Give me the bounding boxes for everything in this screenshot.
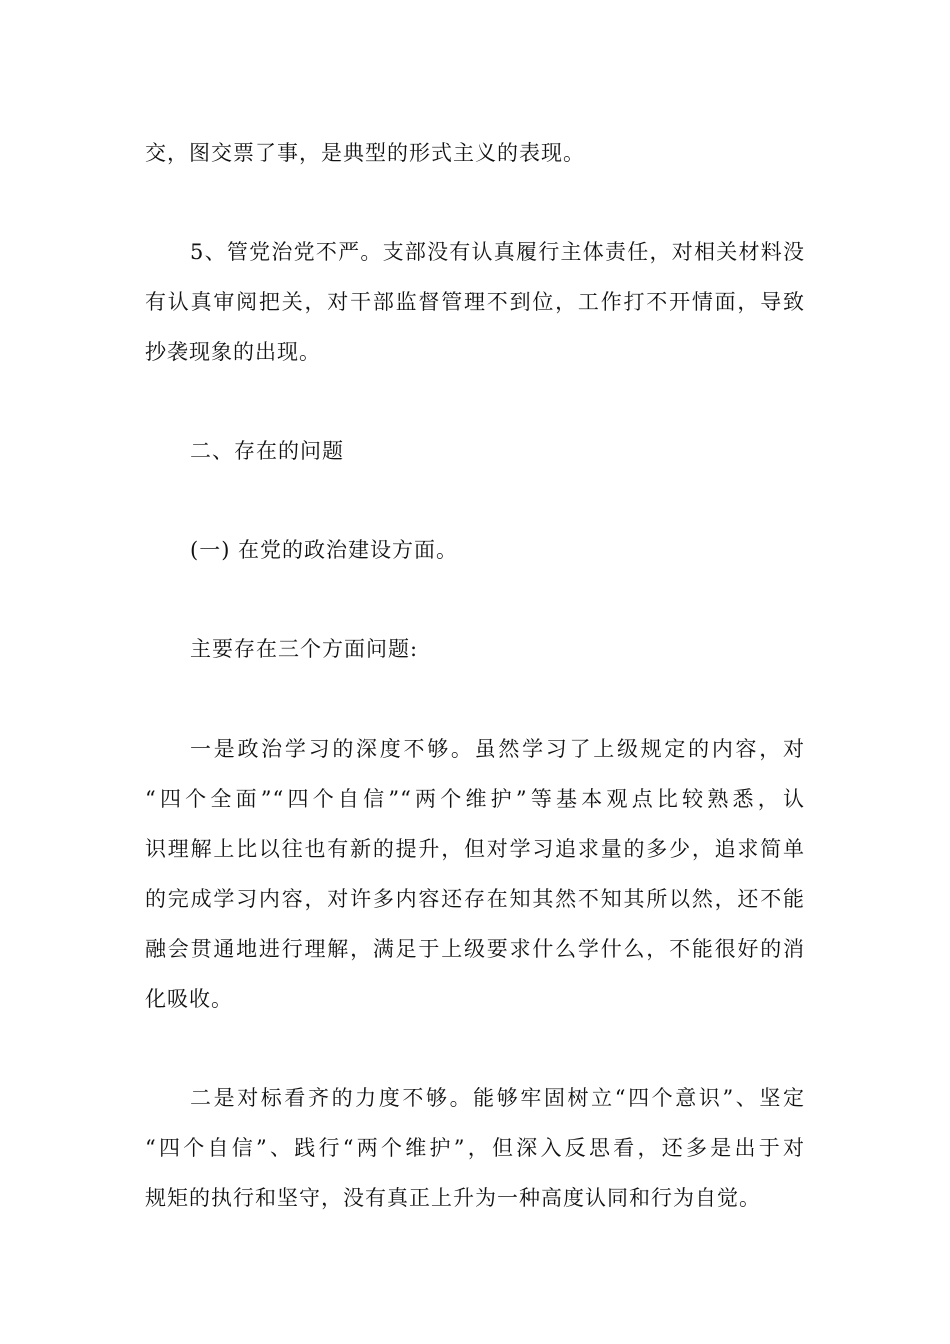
- paragraph-continuation-line: 交，图交票了事，是典型的形式主义的表现。: [145, 141, 585, 165]
- subsection-heading: (一) 在党的政治建设方面。: [190, 538, 459, 562]
- paragraph-one-line: 化吸收。: [145, 987, 233, 1011]
- paragraph-one-line: 一是政治学习的深度不够。虽然学习了上级规定的内容，对: [190, 737, 805, 761]
- paragraph-5-line: 有认真审阅把关，对干部监督管理不到位，工作打不开情面，导致: [145, 290, 805, 314]
- section-heading: 二、存在的问题: [190, 439, 344, 463]
- intro-line: 主要存在三个方面问题:: [190, 637, 419, 661]
- paragraph-two-line: 二是对标看齐的力度不够。能够牢固树立“四个意识”、坚定: [190, 1086, 805, 1110]
- paragraph-5-line: 5、管党治党不严。支部没有认真履行主体责任，对相关材料没: [190, 240, 805, 264]
- paragraph-one-line: 识理解上比以往也有新的提升，但对学习追求量的多少，追求简单: [145, 837, 805, 861]
- paragraph-two-line: 规矩的执行和坚守，没有真正上升为一种高度认同和行为自觉。: [145, 1186, 761, 1210]
- paragraph-one-line: 的完成学习内容，对许多内容还存在知其然不知其所以然，还不能: [145, 887, 805, 911]
- paragraph-one-line: 融会贯通地进行理解，满足于上级要求什么学什么，不能很好的消: [145, 937, 805, 961]
- paragraph-one-line: “四个全面”“四个自信”“两个维护”等基本观点比较熟悉，认: [145, 787, 805, 811]
- paragraph-two-line: “四个自信”、践行“两个维护”，但深入反思看，还多是出于对: [145, 1136, 805, 1160]
- paragraph-5-line: 抄袭现象的出现。: [145, 340, 321, 364]
